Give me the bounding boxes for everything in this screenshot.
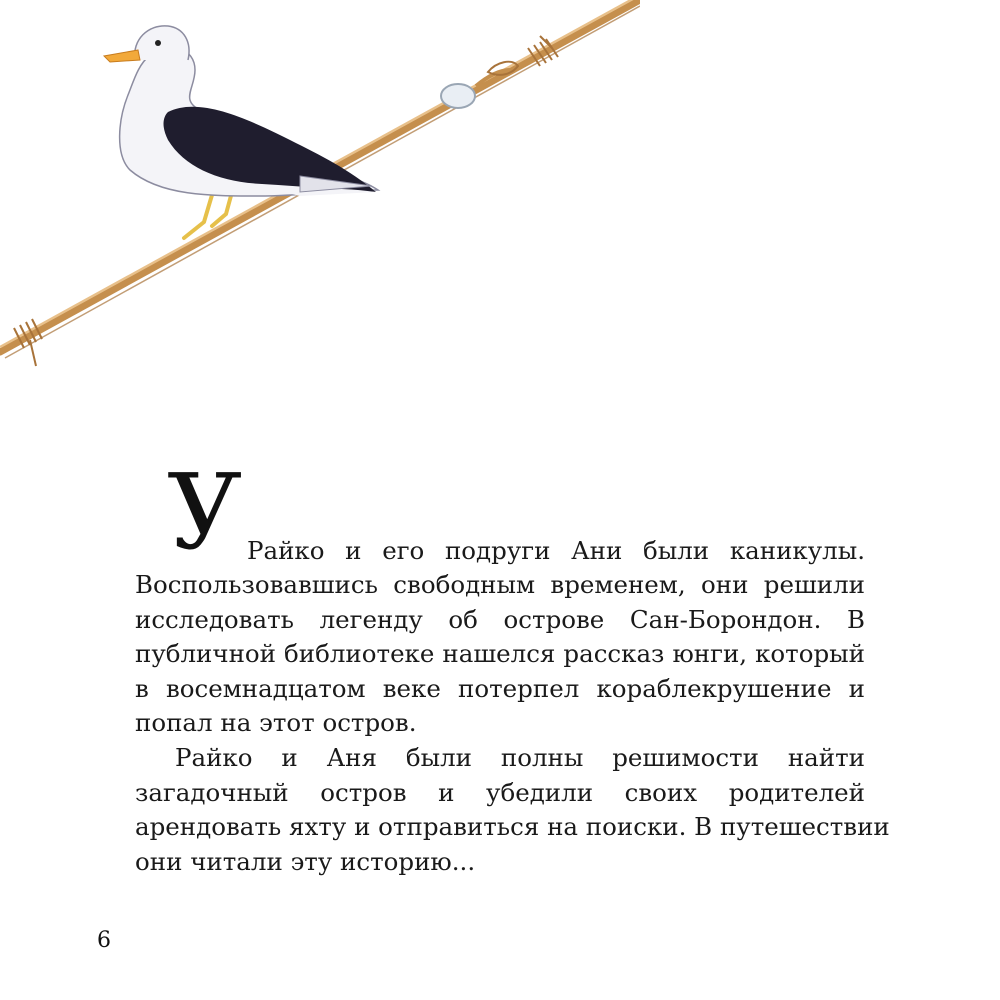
paragraph-1-first-line xyxy=(135,451,865,573)
drop-cap: У xyxy=(167,451,243,573)
page-number: 6 xyxy=(97,928,111,953)
text-line: исследовать легенду об острове Сан-Борондон. В xyxy=(135,604,865,634)
seagull-on-rope-illustration xyxy=(0,0,640,380)
text-line: попал на этот остров. xyxy=(135,708,417,738)
text-line: они читали эту историю... xyxy=(135,846,476,876)
text-line: загадочный остров и убедили своих родителей xyxy=(135,777,865,807)
paragraph-2 xyxy=(135,741,890,879)
text-line: в восемнадцатом веке потерпел кораблекрушение и xyxy=(135,673,865,703)
text-line: Райко и Аня были полны решимости найти xyxy=(175,742,865,772)
seagull-icon xyxy=(104,26,378,238)
text-line: Воспользовавшись свободным временем, они решили xyxy=(135,570,865,599)
paragraph-1 xyxy=(135,568,865,741)
text-line: арендовать яхту и отправиться на поиски. В путешествии xyxy=(135,812,890,842)
text-line: публичной библиотеке нашелся рассказ юнги, который xyxy=(135,639,865,669)
story-text xyxy=(135,451,890,879)
text-line: Райко и его подруги Ани были каникулы. xyxy=(247,536,865,565)
